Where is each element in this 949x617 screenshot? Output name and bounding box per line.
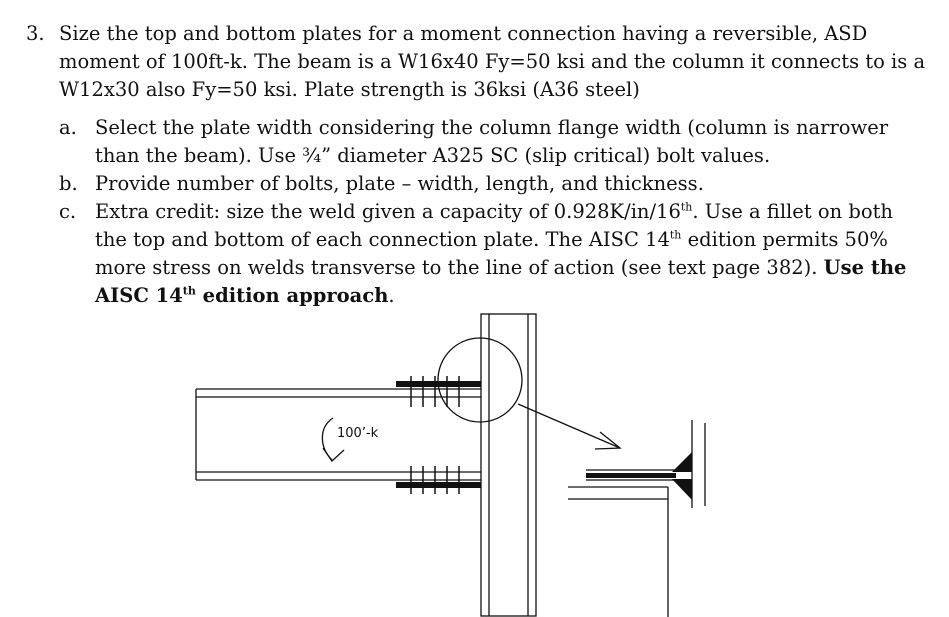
detail-plate	[586, 473, 676, 478]
sub-text-b: Provide number of bolts, plate – width, length, and thickness.	[95, 172, 704, 195]
sub-text-c-part3: edition permits 50% more stress on welds transverse to the line of action (see text page 382).	[95, 228, 888, 279]
top-fillet-weld	[672, 452, 692, 472]
problem-number: 3.	[26, 22, 45, 45]
top-plate	[396, 381, 481, 387]
sub-text-c-part2: . Use a fillet on both the top and bottom of each connection plate. The AISC 14	[95, 200, 893, 251]
superscript-th: th	[680, 200, 693, 214]
sub-text-a: Select the plate width considering the column flange width (column is narrower than the beam). Use ¾” diameter A325 SC (slip critical) bolt values.	[95, 116, 889, 167]
bottom-fillet-weld	[672, 479, 692, 500]
detail-arrow	[518, 404, 620, 449]
detail-circle	[438, 338, 522, 422]
bold-text-2: edition approach	[195, 284, 389, 307]
weld-detail-view	[568, 420, 705, 617]
sub-text-c-end: .	[388, 284, 395, 307]
bottom-plate	[396, 482, 481, 488]
top-plate-bolts	[411, 376, 459, 407]
column-w12x30	[481, 314, 536, 616]
superscript-th: th	[182, 284, 196, 298]
sub-label-a: a.	[59, 116, 77, 139]
bold-text-1: Use the AISC 14	[95, 256, 907, 307]
problem-statement: Size the top and bottom plates for a moment connection having a reversible, ASD moment of 100ft-k. The beam is a W16x40 Fy=50 ksi and the column it connects to is a W12x30 also Fy=50 ksi. Plate strength is 36ksi (A36 steel)	[59, 22, 926, 101]
sub-text-c-part1: Extra credit: size the weld given a capacity of 0.928K/in/16	[95, 200, 681, 223]
moment-label: 100’-k	[337, 426, 379, 441]
sub-label-b: b.	[59, 172, 78, 195]
superscript-th: th	[669, 228, 682, 242]
sub-label-c: c.	[59, 200, 77, 223]
